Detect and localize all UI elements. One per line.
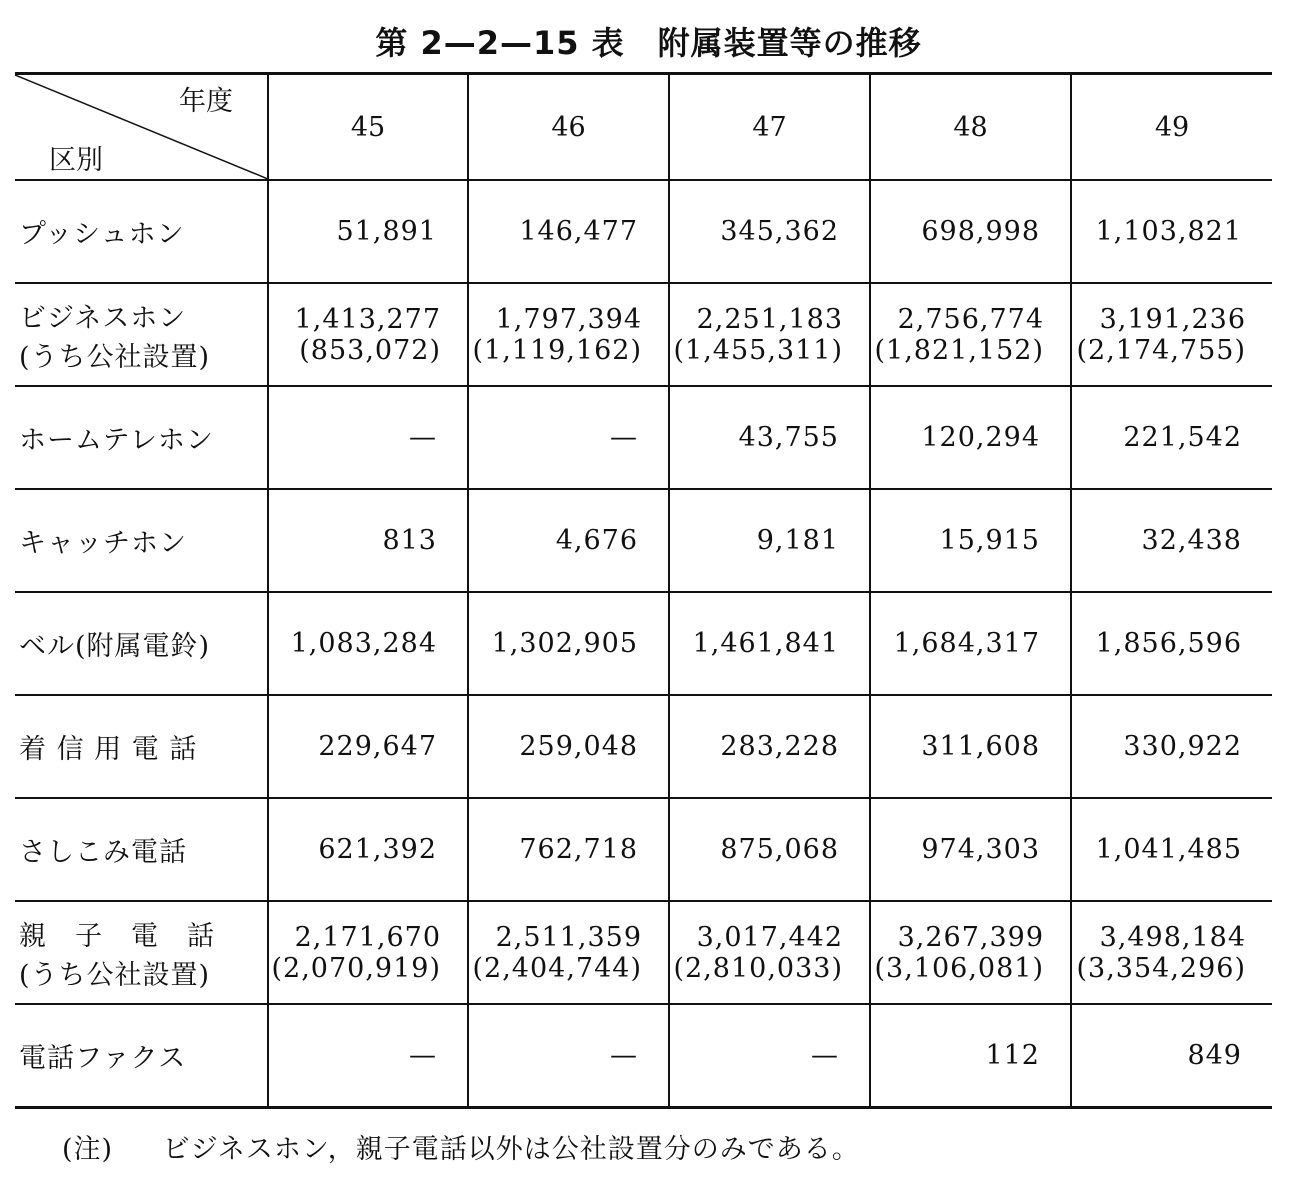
year-header: 46 (468, 74, 669, 181)
corner-cell (15, 74, 268, 181)
row-label: 電話ファクス (19, 1043, 187, 1074)
cell-main: 1,413,277 (294, 303, 441, 335)
row-label: キャッチホン (19, 528, 187, 559)
cell-value: 51,891 (268, 180, 468, 283)
row-label: さしこみ電話 (19, 837, 187, 868)
cell-value: — (268, 1004, 468, 1108)
row-label-sub: (うち公社設置) (19, 341, 211, 373)
cell-value: 875,068 (669, 798, 870, 901)
row-label: 着 信 用 電 話 (19, 734, 198, 765)
cell-value: 43,755 (669, 386, 870, 489)
year-header: 47 (669, 74, 870, 181)
cell-value: 9,181 (669, 489, 870, 592)
cell-sub: (1,455,311) (673, 334, 843, 366)
cell-value: 330,922 (1071, 695, 1272, 798)
cell-value: 621,392 (268, 798, 468, 901)
table-row (15, 695, 1272, 798)
row-label: ベル(附属電鈴) (19, 631, 211, 662)
row-label (15, 283, 268, 386)
cell-value: 974,303 (870, 798, 1071, 901)
cell-main: 3,017,442 (696, 921, 843, 953)
cell-sub: (2,404,744) (472, 952, 642, 984)
cell-value: 4,676 (468, 489, 669, 592)
cell-value (1071, 283, 1272, 386)
table-row (15, 489, 1272, 592)
cell-value: 1,302,905 (468, 592, 669, 695)
cell-value (468, 283, 669, 386)
cell-sub: (3,106,081) (874, 952, 1044, 984)
cell-main: 2,511,359 (495, 921, 642, 953)
cell-value: 120,294 (870, 386, 1071, 489)
table-row (15, 180, 1272, 283)
cell-sub: (2,070,919) (271, 952, 441, 984)
cell-value: — (468, 386, 669, 489)
cell-value (669, 901, 870, 1004)
cell-value: 32,438 (1071, 489, 1272, 592)
cell-value: 1,461,841 (669, 592, 870, 695)
row-label: ホームテレホン (19, 425, 214, 456)
cell-value: 849 (1071, 1004, 1272, 1108)
cell-value: 1,103,821 (1071, 180, 1272, 283)
row-label-sub: (うち公社設置) (19, 959, 211, 991)
cell-main: 2,251,183 (696, 303, 843, 335)
row-label (15, 901, 268, 1004)
year-header: 49 (1071, 74, 1272, 181)
cell-value (1071, 901, 1272, 1004)
cell-sub: (3,354,296) (1076, 952, 1246, 984)
cell-value: 112 (870, 1004, 1071, 1108)
cell-value: 1,083,284 (268, 592, 468, 695)
footnote-label: (注) (62, 1134, 114, 1165)
header-row (15, 74, 1272, 181)
footnote (62, 1127, 860, 1166)
row-label: プッシュホン (19, 219, 185, 250)
cell-main: 2,756,774 (897, 303, 1044, 335)
cell-value: 698,998 (870, 180, 1071, 283)
row-label-main: ビジネスホン (19, 302, 187, 334)
corner-category-label: 区別 (49, 145, 103, 176)
cell-main: 2,171,670 (294, 921, 441, 953)
cell-value: — (468, 1004, 669, 1108)
year-header: 45 (268, 74, 468, 181)
footnote-text: ビジネスホン，親子電話以外は公社設置分のみである。 (162, 1134, 860, 1165)
table-row (15, 283, 1272, 386)
page-title: 第 2—2—15 表 附属装置等の推移 (375, 24, 922, 62)
cell-value: 283,228 (669, 695, 870, 798)
table-row (15, 386, 1272, 489)
cell-value: 15,915 (870, 489, 1071, 592)
cell-sub: (1,119,162) (472, 334, 642, 366)
cell-value (468, 901, 669, 1004)
cell-value (669, 283, 870, 386)
table-row (15, 798, 1272, 901)
cell-main: 3,191,236 (1099, 303, 1246, 335)
table-row (15, 592, 1272, 695)
cell-value: — (669, 1004, 870, 1108)
cell-value (870, 283, 1071, 386)
cell-sub: (853,072) (299, 334, 441, 366)
cell-value: 311,608 (870, 695, 1071, 798)
table-row (15, 901, 1272, 1004)
cell-value: 813 (268, 489, 468, 592)
year-header: 48 (870, 74, 1071, 181)
row-label-main: 親 子 電 話 (19, 920, 215, 952)
cell-value: 146,477 (468, 180, 669, 283)
table-row (15, 1004, 1272, 1108)
cell-sub: (2,174,755) (1076, 334, 1246, 366)
cell-value: 345,362 (669, 180, 870, 283)
cell-value: 762,718 (468, 798, 669, 901)
cell-value (268, 901, 468, 1004)
cell-sub: (1,821,152) (874, 334, 1044, 366)
cell-main: 3,498,184 (1099, 921, 1246, 953)
cell-main: 1,797,394 (495, 303, 642, 335)
cell-value (870, 901, 1071, 1004)
cell-sub: (2,810,033) (673, 952, 843, 984)
cell-value: — (268, 386, 468, 489)
cell-value: 221,542 (1071, 386, 1272, 489)
cell-value: 229,647 (268, 695, 468, 798)
data-table (15, 72, 1272, 1109)
cell-value (268, 283, 468, 386)
cell-value: 1,856,596 (1071, 592, 1272, 695)
corner-year-label: 年度 (179, 86, 233, 117)
cell-main: 3,267,399 (897, 921, 1044, 953)
cell-value: 1,041,485 (1071, 798, 1272, 901)
cell-value: 259,048 (468, 695, 669, 798)
cell-value: 1,684,317 (870, 592, 1071, 695)
